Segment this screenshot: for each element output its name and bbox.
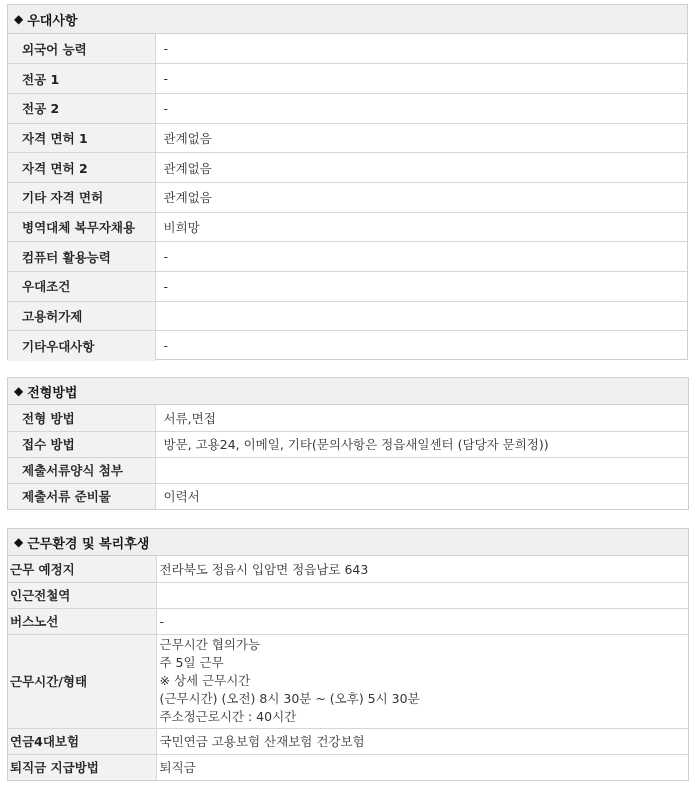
row-label: 전공 2 [8, 93, 155, 123]
row-label: 제출서류양식 첨부 [8, 457, 155, 483]
environment-title [8, 529, 688, 556]
row-value: - [155, 331, 687, 361]
table-row [8, 457, 688, 483]
work-hours-line: (근무시간) (오전) 8시 30분 ~ (오후) 5시 30분 [159, 691, 420, 706]
row-label: 근무 예정지 [8, 556, 156, 582]
row-label: 우대조건 [8, 272, 155, 302]
work-hours-line: 주소정근로시간 : 40시간 [159, 709, 297, 724]
section-title-text: 전형방법 [27, 385, 78, 401]
row-value: - [155, 93, 687, 123]
row-value: 전라북도 정읍시 입암면 정읍남로 643 [159, 561, 369, 577]
row-label: 고용허가제 [8, 301, 155, 331]
table-row [8, 272, 687, 302]
selection-title [8, 378, 688, 405]
row-value: - [155, 64, 687, 94]
work-hours-line: ※ 상세 근무시간 [159, 673, 251, 688]
row-label: 외국어 능력 [8, 34, 155, 64]
row-value: 국민연금 고용보험 산재보험 건강보험 [156, 728, 688, 754]
work-hours-line: 주 5일 근무 [159, 655, 224, 670]
row-value [156, 582, 688, 608]
table-row [8, 754, 688, 780]
table-row [8, 93, 687, 123]
row-value: 이력서 [155, 483, 688, 509]
environment-table [8, 556, 688, 780]
table-row [8, 301, 687, 331]
row-label: 자격 면허 1 [8, 123, 155, 153]
row-label: 전공 1 [8, 64, 155, 94]
table-row [8, 182, 687, 212]
table-row [8, 405, 688, 431]
row-label: 병역대체 복무자채용 [8, 212, 155, 242]
selection-table [8, 405, 688, 509]
row-label: 버스노선 [8, 608, 156, 634]
row-value [155, 301, 687, 331]
row-value: 관계없음 [155, 123, 687, 153]
section-title-text: 우대사항 [27, 13, 78, 29]
row-value: 비희망 [155, 212, 687, 242]
preferences-section [7, 4, 688, 360]
row-label: 근무시간/형태 [8, 634, 156, 728]
table-row [8, 331, 687, 361]
table-row [8, 582, 688, 608]
table-row [8, 608, 688, 634]
row-label: 접수 방법 [8, 431, 155, 457]
row-label: 컴퓨터 활용능력 [8, 242, 155, 272]
table-row [8, 556, 688, 582]
table-row [8, 431, 688, 457]
diamond-bullet-icon: ◆ [14, 535, 24, 549]
row-label: 퇴직금 지급방법 [8, 754, 156, 780]
work-hours-value [156, 634, 688, 728]
row-value: 관계없음 [155, 182, 687, 212]
table-row [8, 153, 687, 183]
row-value: - [156, 608, 688, 634]
row-label: 제출서류 준비물 [8, 483, 155, 509]
row-label: 연금4대보험 [8, 728, 156, 754]
table-row [8, 212, 687, 242]
table-row [8, 242, 687, 272]
table-row [8, 34, 687, 64]
row-value: - [155, 272, 687, 302]
table-row [8, 634, 688, 728]
preferences-title [8, 5, 687, 34]
row-label: 기타 자격 면허 [8, 182, 155, 212]
row-value: 서류,면접 [163, 410, 216, 426]
diamond-bullet-icon: ◆ [14, 12, 24, 26]
row-value: - [155, 242, 687, 272]
row-label: 인근전철역 [8, 582, 156, 608]
row-value: 방문, 고용24, 이메일, 기타(문의사항은 정읍새일센터 (담당자 문희정)) [155, 431, 688, 457]
row-label: 자격 면허 2 [8, 153, 155, 183]
row-label: 기타우대사항 [8, 331, 155, 361]
environment-section [7, 528, 689, 781]
preferences-table [8, 34, 687, 361]
row-value [155, 457, 688, 483]
row-value: 관계없음 [155, 153, 687, 183]
table-row [8, 64, 687, 94]
row-label: 전형 방법 [8, 405, 155, 431]
diamond-bullet-icon: ◆ [14, 384, 24, 398]
row-value: - [163, 41, 169, 57]
section-title-text: 근무환경 및 복리후생 [27, 536, 150, 552]
row-value: 퇴직금 [156, 754, 688, 780]
work-hours-line: 근무시간 협의가능 [159, 637, 261, 652]
table-row [8, 123, 687, 153]
selection-section [7, 377, 689, 510]
table-row [8, 728, 688, 754]
table-row [8, 483, 688, 509]
